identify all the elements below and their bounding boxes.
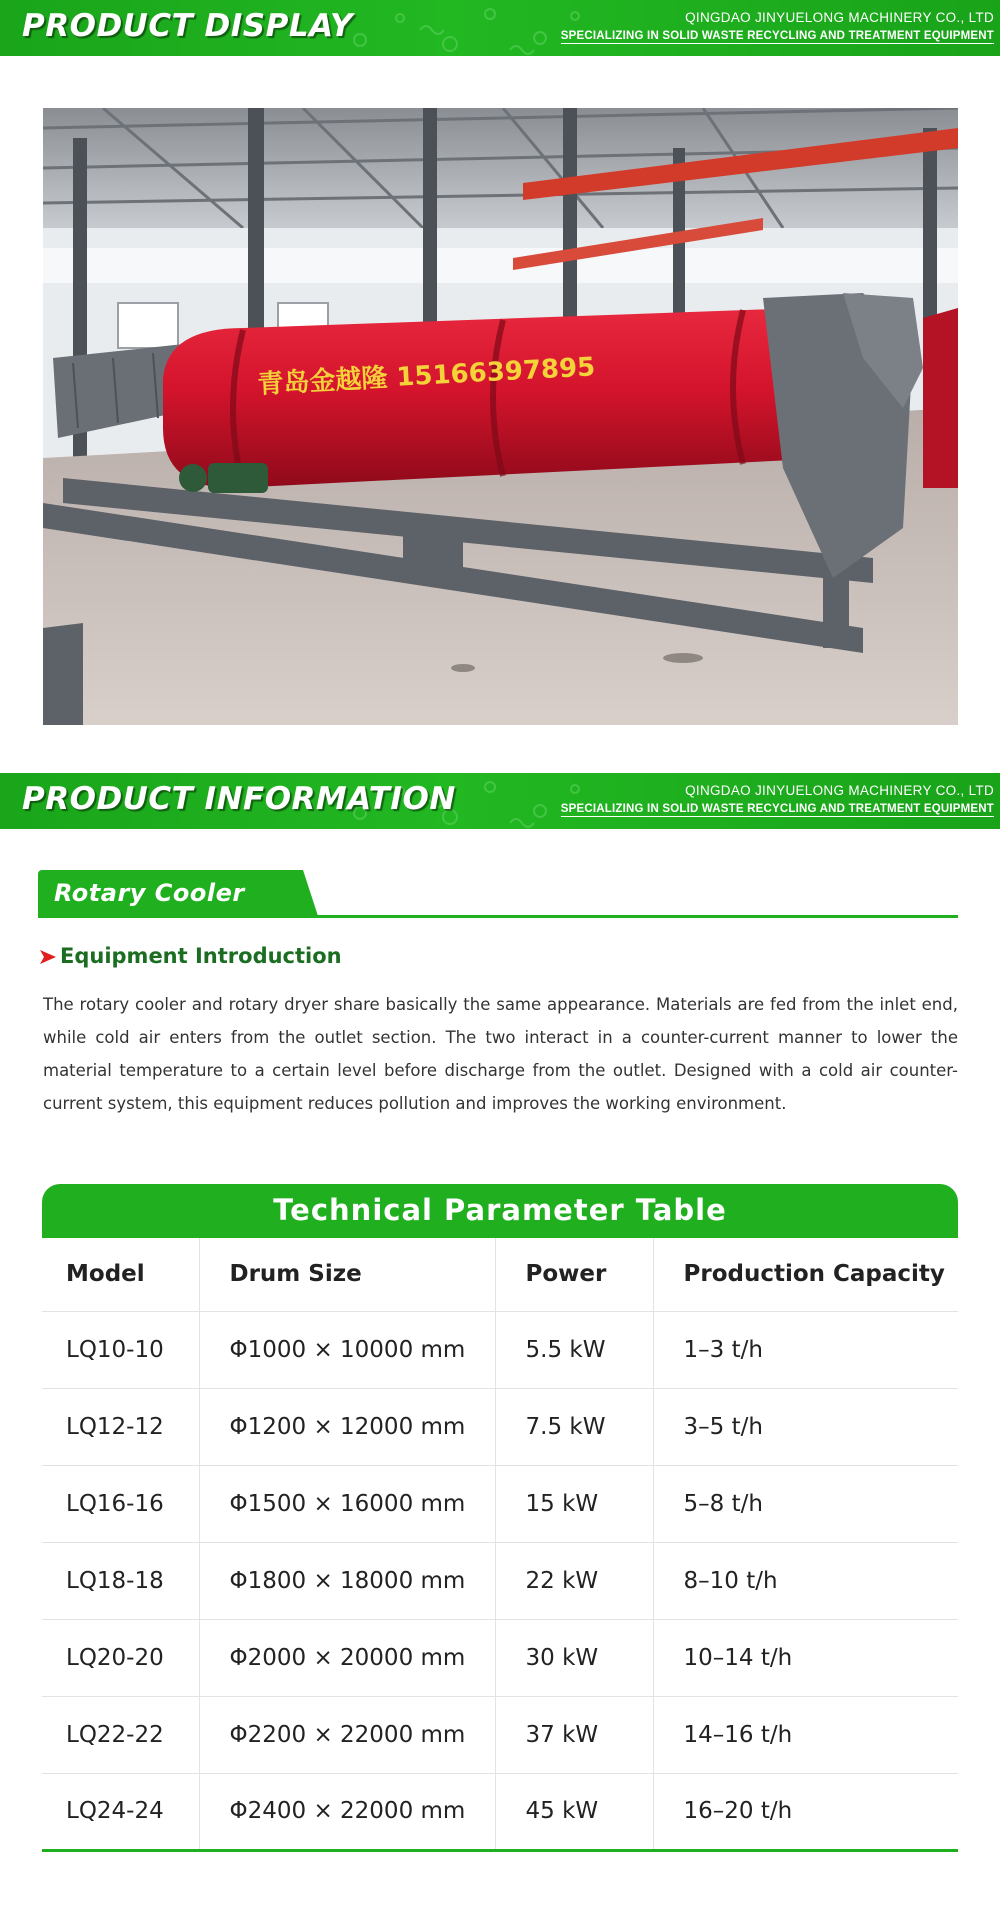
header-power: Power: [495, 1238, 653, 1311]
header-drum-size: Drum Size: [199, 1238, 495, 1311]
section-title: Equipment Introduction: [60, 944, 342, 968]
cell-power: 37 kW: [495, 1696, 653, 1773]
table-row: [42, 1542, 958, 1619]
cell-power: 30 kW: [495, 1619, 653, 1696]
arrow-right-icon: [40, 950, 56, 964]
cell-model: LQ22-22: [42, 1696, 199, 1773]
company-info: [561, 10, 994, 44]
table-row: [42, 1311, 958, 1388]
cell-model: LQ18-18: [42, 1542, 199, 1619]
table-title: Technical Parameter Table: [273, 1193, 727, 1227]
cell-power: 5.5 kW: [495, 1311, 653, 1388]
company-name: QINGDAO JINYUELONG MACHINERY CO., LTD: [685, 783, 994, 798]
technical-parameter-table: [42, 1238, 958, 1852]
cell-capacity: 14–16 t/h: [653, 1696, 958, 1773]
cell-capacity: 3–5 t/h: [653, 1388, 958, 1465]
table-title-bar: [42, 1184, 958, 1238]
cell-power: 15 kW: [495, 1465, 653, 1542]
cell-model: LQ20-20: [42, 1619, 199, 1696]
header-production-capacity: Production Capacity: [653, 1238, 958, 1311]
product-name: Rotary Cooler: [54, 879, 245, 907]
table-row: [42, 1773, 958, 1850]
cell-drum-size: Φ2400 × 22000 mm: [199, 1773, 495, 1850]
cell-capacity: 5–8 t/h: [653, 1465, 958, 1542]
drum-inscription: 青岛金越隆 15166397895: [256, 352, 596, 400]
table-row: [42, 1696, 958, 1773]
cell-drum-size: Φ2000 × 20000 mm: [199, 1619, 495, 1696]
tab-underline: [38, 915, 958, 918]
table-row: [42, 1465, 958, 1542]
product-display-banner: [0, 0, 1000, 56]
company-name: QINGDAO JINYUELONG MACHINERY CO., LTD: [685, 10, 994, 25]
product-photo: [43, 108, 958, 725]
cell-capacity: 16–20 t/h: [653, 1773, 958, 1850]
cell-power: 45 kW: [495, 1773, 653, 1850]
cell-power: 7.5 kW: [495, 1388, 653, 1465]
cell-model: LQ16-16: [42, 1465, 199, 1542]
cell-drum-size: Φ1500 × 16000 mm: [199, 1465, 495, 1542]
cell-capacity: 10–14 t/h: [653, 1619, 958, 1696]
table-header-row: [42, 1238, 958, 1311]
banner-decoration: [330, 0, 600, 56]
cell-drum-size: Φ1000 × 10000 mm: [199, 1311, 495, 1388]
cell-capacity: 1–3 t/h: [653, 1311, 958, 1388]
table-row: [42, 1619, 958, 1696]
product-name-tab: [38, 870, 958, 918]
banner-title: PRODUCT DISPLAY: [22, 8, 353, 44]
banner-title: PRODUCT INFORMATION: [22, 781, 456, 817]
table-row: [42, 1388, 958, 1465]
company-slogan: SPECIALIZING IN SOLID WASTE RECYCLING AND TREATMENT EQUIPMENT: [560, 803, 994, 815]
company-info: [561, 783, 994, 817]
header-model: Model: [42, 1238, 199, 1311]
cell-model: LQ24-24: [42, 1773, 199, 1850]
equipment-intro-text: The rotary cooler and rotary dryer share basically the same appearance. Materials are fed from the inlet end, while cold air enters from the outlet section. The two interact in a counter-current manner to lower the material temperature to a certain level before discharge from the outlet. Designed with a cold air counter-current system, this equipment reduces pollution and improves the working environment.: [43, 995, 958, 1113]
tab-corner: [288, 870, 318, 916]
cell-drum-size: Φ1200 × 12000 mm: [199, 1388, 495, 1465]
company-slogan: SPECIALIZING IN SOLID WASTE RECYCLING AND TREATMENT EQUIPMENT: [560, 30, 994, 42]
cell-drum-size: Φ2200 × 22000 mm: [199, 1696, 495, 1773]
cell-drum-size: Φ1800 × 18000 mm: [199, 1542, 495, 1619]
cell-model: LQ12-12: [42, 1388, 199, 1465]
product-information-banner: [0, 773, 1000, 829]
cell-capacity: 8–10 t/h: [653, 1542, 958, 1619]
cell-model: LQ10-10: [42, 1311, 199, 1388]
cell-power: 22 kW: [495, 1542, 653, 1619]
